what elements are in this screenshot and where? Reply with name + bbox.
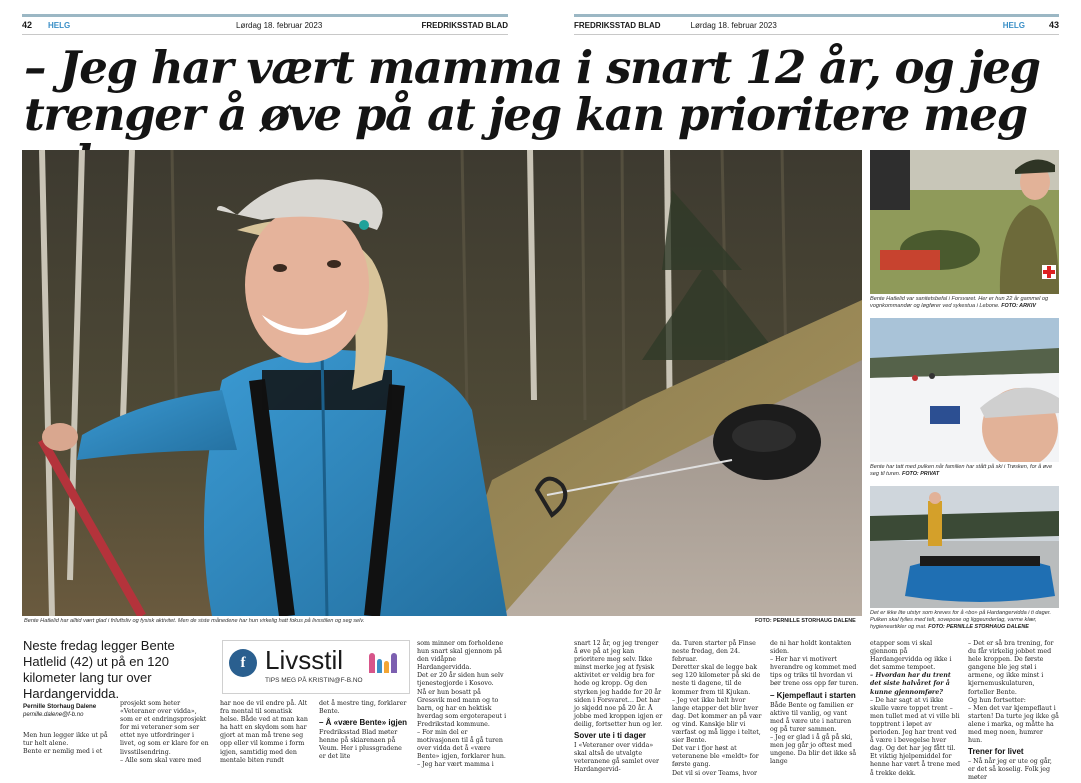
paragraph: Et viktig hjelpemiddel for henne har vært å trene med å trekke dekk. — [870, 753, 960, 777]
paragraph: – For min del er motivasjonen til å gå turen over vidda det å «være Bente» igjen, forklarer hun. — [417, 729, 506, 761]
paragraph: da. Turen starter på Finse neste fredag, den 24. februar. — [672, 640, 756, 664]
side-caption-2-text: Bente har tatt med pulken når familien har stått på ski i Trøsken, for å øve seg til turen. — [870, 464, 1053, 478]
newspaper-logo-icon: f — [229, 649, 257, 677]
paragraph: – Men det var kjempeflaut i starten! Da turte jeg ikke gå alene i marka, og måtte ha med meg noen, humrer hun. — [968, 704, 1059, 745]
question: – Hvordan har du trent det siste halvåret for å kunne gjennomføre? — [870, 672, 951, 696]
page-number-left: 42 — [22, 20, 33, 30]
side-photo-military-illustration — [870, 150, 1059, 294]
side-photo-sled-illustration — [870, 486, 1059, 608]
side-caption-1-text: Bente Hatlelid var sanitetsbefal i Forsvaret. Her er hun 22 år gammel og vognkommandør og løgfører ved sykestua i Lebone. — [870, 296, 1049, 310]
date-right: Lørdag 18. februar 2023 — [690, 20, 777, 30]
family-icon — [369, 653, 397, 673]
side-photo-sled-caption — [870, 610, 1059, 632]
side-photo-military-caption — [870, 296, 1059, 310]
paragraph: – Det er så bra trening, for du får virkelig jobbet med hele kroppen. De første gangene ble jeg støl i armene, og ikke minst i kjernemuskulaturen, forteller Bente. — [968, 640, 1054, 696]
paragraph: prosjekt som heter «Veteraner over vidda», som er et endringsprosjekt for mi veteraner som ser ettet nye utfordringer i livet, og som er klare for en livsstilsendring. — [120, 700, 209, 756]
column-7 — [672, 640, 762, 778]
side-photo-sled — [870, 486, 1059, 608]
header-left — [22, 16, 508, 34]
paragraph: – Jeg er glad i å gå på ski, men jeg går jo oftest med ungene. Da blir det ikke så lange — [770, 733, 857, 766]
side-photo-military — [870, 150, 1059, 294]
column-1 — [23, 732, 111, 756]
paragraph: har noe de vil endre på. Alt fra mental til somatisk helse. Både ved at man kan ha hatt en skydom som har gjort at man må trene seg opp eller vil komme i form igjen, samtidig med den mentale biten rundt — [220, 700, 308, 764]
column-8 — [770, 640, 860, 766]
paragraph: Det er 20 år siden hun selv tjenestegjorde i Kosovo. — [417, 672, 504, 688]
lead-paragraph: Neste fredag legger Bente Hatlelid (42) ut på en 120 kilometer lang tur over Hardangervidda. — [23, 638, 175, 701]
headline-line-1: – Jeg har vært mamma i snart 12 år, og jeg — [24, 41, 1040, 94]
livsstil-tagline: TIPS MEG PÅ KRISTIN@F-B.NO — [265, 677, 363, 684]
paragraph: Nå er hun bosatt på Gressvik med mann og to barn, og har en hektisk hverdag som ergoterapeut i Fredrikstad kommune. — [417, 688, 507, 728]
paragraph: – Nå når jeg er ute og går, er det så koselig. Folk jeg møter — [968, 758, 1052, 782]
header-underline-left — [22, 34, 508, 35]
livsstil-title: Livsstil — [265, 645, 344, 675]
page-number-right: 43 — [1048, 20, 1059, 30]
paragraph: etapper som vi skal gjennom på Hardangervidda og ikke i det samme tempoet. — [870, 640, 952, 672]
paragraph: – Alle som skal være med — [120, 756, 202, 764]
byline-name: Pernille Storhaug Dalene — [23, 703, 97, 710]
paragraph: – De har sagt at vi ikke skulle være toppet trent – men tullet med at vi ville bli topptrent i løpet av perioden. Jeg har trent ved å være i bevegelse hver dag. Og det har jeg fått til. — [870, 696, 960, 753]
headline-line-2: trenger å øve på at jeg kan prioritere meg — [24, 88, 1027, 141]
side-photo-ski — [870, 318, 1059, 462]
column-5 — [417, 640, 507, 770]
paragraph: Fredriksstad Blad møter henne på skiarenaen på Veum. Her i plussgradene er det lite — [319, 729, 402, 761]
subheading-vaere-bente: – Å «være Bente» igjen — [319, 718, 408, 728]
side-caption-3-text: Det er ikke lite utstyr som kreves for å «bo» på Hardangervidda i ti dager. Pulken skal fylles med telt, sovepose og liggeunderlag, varme klær, hygieneartikler og mat. — [870, 610, 1052, 631]
header-right — [574, 16, 1059, 34]
main-photo — [22, 150, 862, 616]
paragraph: Deretter skal de legge bak seg 120 kilometer på ski de neste ti dagene, til de kommer frem til Kjukan. — [672, 664, 761, 696]
paragraph: Men hun legger ikke ut på tur helt alene. — [23, 732, 108, 748]
subheading-trener-for-livet: Trener for livet — [968, 747, 1024, 757]
side-caption-2-credit: FOTO: PRIVAT — [902, 471, 940, 478]
column-3 — [220, 700, 310, 765]
column-4 — [319, 700, 409, 762]
main-photo-caption: Bente Hatlelid har alltid vært glad i friluftsliv og fysisk aktivitet. Men de siste månedene har hun virkelig hatt fokus på livsstilen og seg selv. — [24, 618, 365, 624]
column-9 — [870, 640, 960, 778]
paragraph: – Jeg vet ikke helt hvor lange etapper det blir hver dag. Det kommer an på vær og vind. Kanskje blir vi værfast og må ligge i teltet, sier Bente. — [672, 696, 762, 745]
subheading-kjempeflaut: – Kjempeflaut i starten — [770, 690, 856, 700]
paragraph: snart 12 år, og jeg trenger å øve på at jeg kan prioritere meg selv. Ikke minst merke jeg at fysisk aktivitet er veldig bra for hode og kropp. Og den styrken jeg hadde for 20 år siden i Forsvaret… Det har jo skjedd noe på 20 år. Å jobbe med kroppen igjen er deilig, fortsetter hun og ler. — [574, 640, 663, 728]
side-photo-ski-caption — [870, 464, 1059, 478]
main-photo-credit: FOTO: PERNILLE STORHAUG DALENE — [755, 618, 856, 624]
paragraph: det å mestre ting, forklarer Bente. — [319, 700, 407, 716]
section-label-left: HELG — [48, 20, 71, 30]
column-6 — [574, 640, 664, 774]
section-label-right: HELG — [1002, 20, 1025, 30]
date-left: Lørdag 18. februar 2023 — [236, 20, 323, 30]
column-10 — [968, 640, 1059, 783]
paragraph: Bente er nemlig med i et — [23, 748, 103, 756]
paragraph: Både Bente og familien er aktive til vanlig, og vant med å være ute i naturen og på turer sammen. — [770, 701, 854, 733]
header-underline-right — [574, 34, 1059, 35]
paragraph: som minner om forholdene hun snart skal gjennom på den vidåpne Hardangervidda. — [417, 640, 504, 672]
side-caption-3-credit: FOTO: PERNILLE STORHAUG DALENE — [928, 624, 1029, 631]
paragraph: – Jeg har vært mamma i — [417, 761, 494, 769]
paragraph: Det vil si over Teams, hvor — [672, 769, 758, 777]
livsstil-logo-box — [222, 640, 410, 694]
paragraph: Og hun fortsetter: — [968, 696, 1026, 704]
paragraph: Det var i fjor høst at veteranene ble «meldt» for første gang. — [672, 745, 759, 769]
paragraph: – Her har vi motivert hverandre og kommet med tips og triks til hvordan vi bør trene oss opp før turen. — [770, 656, 859, 688]
publication-right: FREDRIKSSTAD BLAD — [574, 20, 661, 30]
side-caption-1-credit: FOTO: ARKIV — [1001, 303, 1036, 310]
paragraph: de ni har holdt kontakten siden. — [770, 640, 852, 656]
byline — [23, 703, 113, 719]
column-2 — [120, 700, 210, 765]
byline-email: pernille.dalene@f-b.no — [23, 712, 84, 718]
publication-left: FREDRIKSSTAD BLAD — [421, 20, 508, 30]
paragraph: I «Veteraner over vidda» skal altså de utvalgte veteranene gå samlet over Hardangervid- — [574, 742, 659, 774]
main-photo-illustration — [22, 150, 862, 616]
side-photo-ski-illustration — [870, 318, 1059, 462]
subheading-sover-ute: Sover ute i ti dager — [574, 731, 647, 741]
